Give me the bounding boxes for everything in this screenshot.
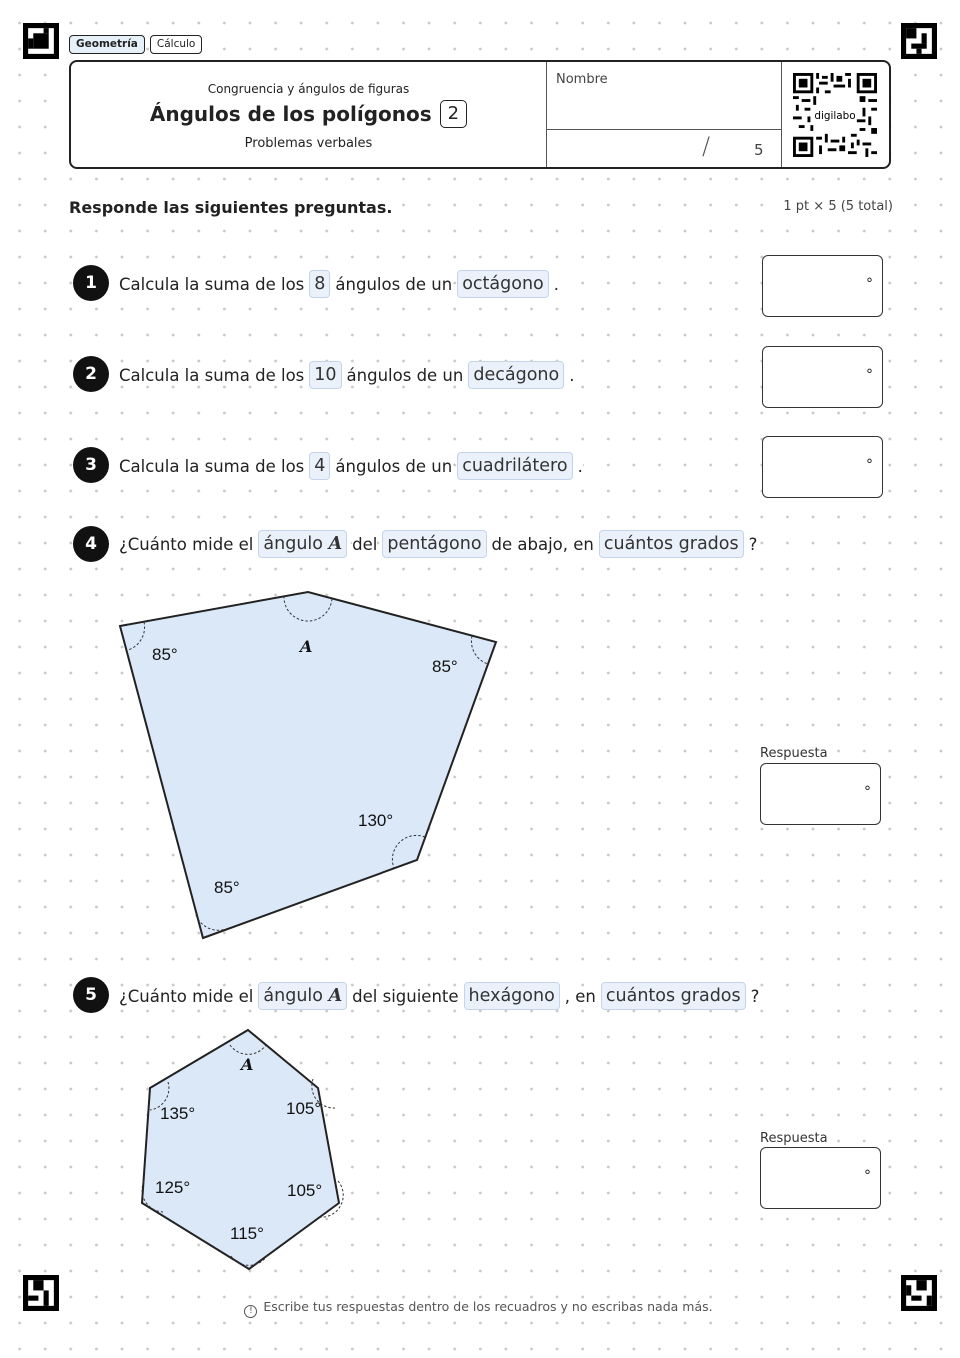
warning-icon: ! [244, 1305, 257, 1318]
angle-chip [258, 530, 347, 558]
answer-box[interactable] [762, 255, 883, 317]
question-text-part: Calcula la suma de los [119, 456, 305, 476]
question-text-part: Calcula la suma de los [119, 274, 305, 294]
name-score-box [546, 62, 782, 167]
degree-unit: ° [866, 367, 873, 383]
unit-chip: cuántos grados [601, 982, 746, 1010]
question-text [119, 361, 574, 389]
angle-chip [258, 982, 347, 1010]
question-text-part: ¿Cuánto mide el [119, 986, 254, 1006]
answer-box[interactable] [762, 346, 883, 408]
tag-geometria: Geometría [69, 35, 145, 54]
question-text-part: ángulos de un [346, 365, 464, 385]
question-text-part: de abajo, en [491, 534, 594, 554]
qr-code-icon [793, 73, 877, 157]
question-text [119, 530, 757, 558]
question-number: 4 [73, 526, 109, 562]
question-text [119, 452, 583, 480]
number-chip: 10 [309, 361, 341, 389]
degree-unit: ° [864, 784, 871, 800]
question-end: . [577, 456, 583, 476]
angle-label: 105° [286, 1099, 322, 1118]
shape-chip: hexágono [464, 982, 560, 1010]
points-info: 1 pt × 5 (5 total) [783, 199, 893, 214]
question-number: 2 [73, 356, 109, 392]
question-text-part: ángulos de un [335, 274, 453, 294]
header-subtitle: Congruencia y ángulos de figuras [207, 82, 410, 96]
degree-unit: ° [866, 457, 873, 473]
question-text [119, 982, 759, 1010]
qr-label: digilabo [814, 109, 856, 122]
hexagon-figure [130, 1020, 350, 1280]
number-chip: 8 [309, 270, 330, 298]
question-text-part: ángulos de un [335, 456, 453, 476]
question-text-part: ¿Cuánto mide el [119, 534, 254, 554]
header-problem-type: Problemas verbales [244, 136, 373, 151]
shape-chip: decágono [468, 361, 564, 389]
question-end: . [569, 365, 575, 385]
score-total: 5 [754, 141, 764, 159]
question-number: 3 [73, 447, 109, 483]
instruction-text: Responde las siguientes preguntas. [69, 198, 396, 217]
question-end: ? [750, 986, 760, 1006]
pentagon-figure [100, 580, 520, 950]
angle-label: 85° [214, 878, 240, 897]
corner-marker-top-left-icon [23, 23, 59, 59]
answer-label: Respuesta [760, 746, 828, 761]
angle-label: 85° [152, 645, 178, 664]
score-divider [547, 129, 781, 130]
answer-box[interactable] [760, 1147, 881, 1209]
title-row [71, 100, 546, 128]
shape-chip: cuadrilátero [457, 452, 572, 480]
score-slash: / [702, 132, 711, 160]
vertex-a-label: A [241, 1055, 254, 1074]
corner-marker-top-right-icon [901, 23, 937, 59]
tag-calculo: Cálculo [150, 35, 202, 54]
question-number: 1 [73, 265, 109, 301]
angle-label: 130° [358, 811, 394, 830]
subject-tags [69, 35, 202, 54]
header-title-area [71, 62, 546, 167]
degree-unit: ° [864, 1168, 871, 1184]
degree-unit: ° [866, 276, 873, 292]
question-text-part: , en [564, 986, 596, 1006]
worksheet-header [69, 60, 891, 169]
answer-box[interactable] [762, 436, 883, 498]
question-end: . [553, 274, 559, 294]
answer-box[interactable] [760, 763, 881, 825]
question-number: 5 [73, 977, 109, 1013]
footer-note [0, 1299, 960, 1318]
angle-label: 85° [432, 657, 458, 676]
question-text-part: del [352, 534, 378, 554]
angle-label: 105° [287, 1181, 323, 1200]
angle-variable: A [328, 986, 343, 1006]
angle-word: ángulo [263, 534, 323, 554]
angle-word: ángulo [263, 986, 323, 1006]
footer-text: Escribe tus respuestas dentro de los recuadros y no escribas nada más. [260, 1299, 715, 1314]
name-label: Nombre [556, 72, 608, 87]
answer-label: Respuesta [760, 1131, 828, 1146]
level-badge: 2 [440, 100, 467, 128]
angle-label: 135° [160, 1104, 196, 1123]
angle-label: 115° [230, 1224, 264, 1243]
angle-variable: A [328, 534, 343, 554]
number-chip: 4 [309, 452, 330, 480]
shape-chip: pentágono [382, 530, 486, 558]
page-title: Ángulos de los polígonos [149, 102, 432, 126]
angle-label: 125° [155, 1178, 191, 1197]
question-end: ? [748, 534, 758, 554]
question-text-part: del siguiente [352, 986, 459, 1006]
question-text [119, 270, 559, 298]
unit-chip: cuántos grados [599, 530, 744, 558]
vertex-a-label: A [300, 637, 313, 656]
shape-chip: octágono [457, 270, 549, 298]
question-text-part: Calcula la suma de los [119, 365, 305, 385]
